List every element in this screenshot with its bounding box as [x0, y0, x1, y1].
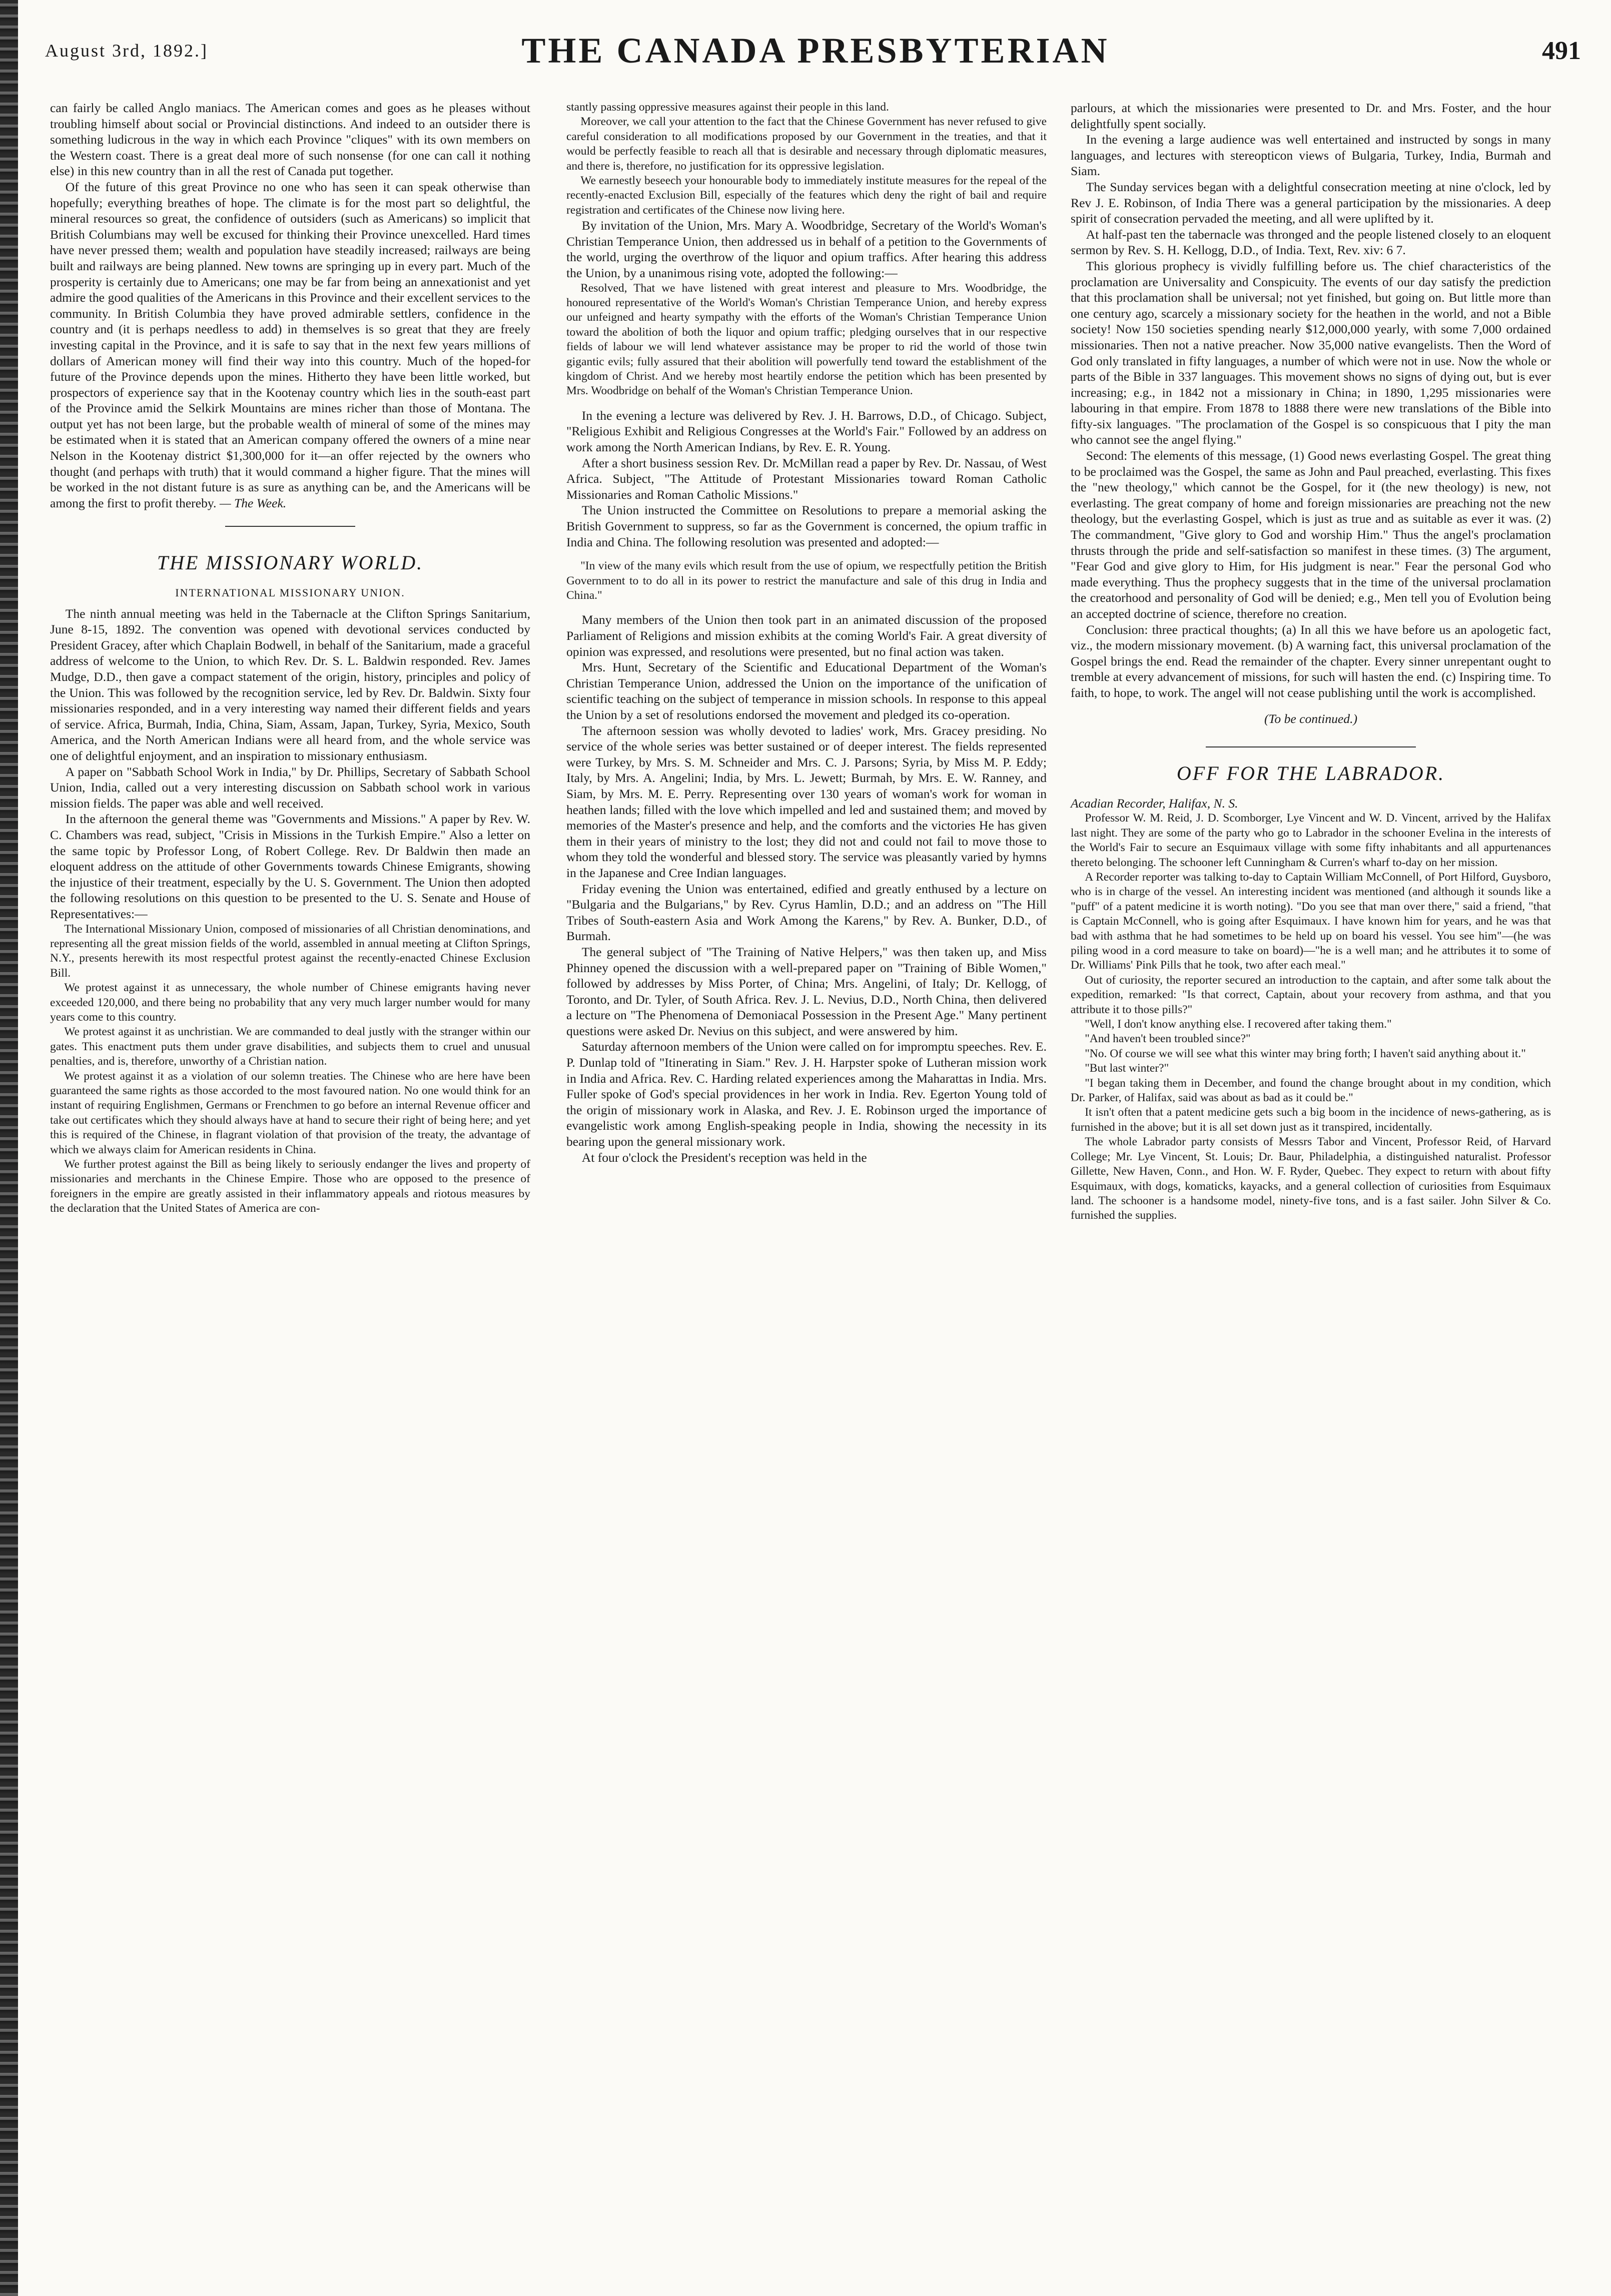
quote-paragraph: "In view of the many evils which result from the use of opium, we respectfully petition the British Government to to do all in its power to restrict the manufacture and sale of this drug in India and China." — [566, 559, 1047, 602]
page-number: 491 — [1542, 37, 1581, 65]
quote-paragraph: stantly passing oppressive measures against their people in this land. — [566, 101, 889, 114]
paragraph: "Well, I don't know anything else. I recovered after taking them." — [1085, 1018, 1392, 1031]
resolution-quote — [50, 922, 530, 1216]
resolution-quote — [566, 281, 1047, 399]
issue-date: August 3rd, 1892.] — [45, 41, 208, 61]
paragraph: It isn't often that a patent medicine gets such a big boom in the incidence of news-gathering, as is furnished in the above; but it is all set down just as it transpired, incidentally. — [1071, 1106, 1551, 1134]
paragraph: A Recorder reporter was talking to-day to Captain William McConnell, of Port Hilford, Guysboro, who is in charge of the vessel. An interesting incident was mentioned (and although it sounds like a "puff" of a patent medicine it is worth noting). "Do you see that man over there," said a friend, "that is Captain McConnell, who is going after Esquimaux. I have known him for years, and he was that bad with asthma that he had sometimes to be held up on board his vessel. You see him"—(he was piling wood in a cord measure to take on board)—"he is a well man; and he attributes it to some of Dr. Williams' Pink Pills that he took, two after each meal." — [1071, 870, 1551, 972]
quote-paragraph: Resolved, That we have listened with great interest and pleasure to Mrs. Woodbridge, the honoured representative of the World's Woman's Christian Temperance Union, and hereby express our unfeigned and hearty sympathy with the efforts of the Woman's Christian Temperance Union toward the abolition of both the liquor and opium traffic; pledging ourselves that in our respective fields of labour we will lend whatever assistance may be proper to rid the world of those twin gigantic evils; fully assured that their abolition will powerfully tend toward the establishment of the kingdom of Christ. And we hereby most heartily endorse the petition which has been presented by Mrs. Woodbridge on behalf of the Woman's Christian Temperance Union. — [566, 281, 1047, 398]
paragraph: The Sunday services began with a delightful consecration meeting at nine o'clock, led by Rev J. E. Robinson, of India There was a general participation by the missionaries. A deep spirit of consecration pervaded the meeting, and all were uplifted by it. — [1071, 179, 1551, 226]
source-credit: — The Week. — [219, 495, 287, 510]
section-heading: OFF FOR THE LABRADOR. — [1176, 762, 1445, 785]
paragraph: parlours, at which the missionaries were presented to Dr. and Mrs. Foster, and the hour delightfully spent socially. — [1071, 101, 1551, 131]
newspaper-page — [40, 20, 1591, 2276]
quote-paragraph: We further protest against the Bill as being likely to seriously endanger the lives and property of missionaries and merchants in the Chinese Empire. Those who are opposed to the presence of foreigners in the empire are greatly assisted in their inflammatory appeals and riotous measures by the declaration that the United States of America are con- — [50, 1158, 530, 1215]
section-heading: THE MISSIONARY WORLD. — [157, 551, 424, 574]
paragraph: Many members of the Union then took part in an animated discussion of the proposed Parliament of Religions and mission exhibits at the coming World's Fair. A great diversity of opinion was expressed, and resolutions were presented, but no final action was taken. — [566, 612, 1047, 659]
quote-paragraph: We protest against it as a violation of our solemn treaties. The Chinese who are here have been guaranteed the same rights as those accorded to the most favoured nation. No one would think for an instant of requiring Englishmen, Germans or Frenchmen to go before an internal Revenue officer and take out certificates which they should always have at hand to secure their right of being here; and yet this is required of the Chinese, in flagrant violation of that provision of the treaty, the advantage of which we always claim for American residents in China. — [50, 1069, 530, 1156]
page-binding-edge — [0, 0, 18, 2296]
paragraph-text: Of the future of this great Province no one who has seen it can speak otherwise than hopefully; everything breathes of hope. The climate is for the most part so delightful, the mineral resources so great, the confidence of outsiders (such as Americans) so implicit that British Columbians may well be excused for thinking their Province unexcelled. Hard times have never pressed them; wealth and population have steadily increased; railways are being built and railways are being planned. New towns are springing up in every part. Much of the prosperity is certainly due to Americans; one may be far from being an annexationist and yet admire the good qualities of the Americans in this Province and their excellent services to the community. In British Columbia they have proved admirable settlers, confidence in the country and (it is perhaps needless to add) in themselves is so great that they are freely investing capital in the Province, and it is safe to say that in the next few years millions of dollars of American money will find their way into this country. Much of the hoped-for future of the Province depends upon the mines. Hitherto they have been little worked, but prospectors of experience say that in the Kootenay country which lies in the south-east part of the Province amid the Selkirk Mountains are mines richer than those of Montana. The output yet has not been large, but the probable wealth of mineral of some of the mines may be estimated when it is stated that an American company offered the owners of a mine near Nelson in the Kootenay district $1,300,000 for it—an offer rejected by the owners who thought (and perhaps with truth) that it would command a higher figure. That the mines will be worked in the not distant future is as sure as anything can be, and the Americans will be among the first to profit thereby. — [50, 179, 530, 510]
quote-paragraph: Moreover, we call your attention to the fact that the Chinese Government has never refused to give careful consideration to all modifications proposed by our Government in the treaties, and that it would be perfectly feasible to reach all that is desirable and necessary through diplomatic measures, and there is, therefore, no justification for its oppressive legislation. — [566, 115, 1047, 173]
paragraph: Second: The elements of this message, (1) Good news everlasting Gospel. The great thing to be proclaimed was the Gospel, the same as John and Paul preached, everlasting. This fixes the "new theology," which cannot be the Gospel, for it (the new theology) is new, not everlasting. The great company of home and foreign missionaries are preaching not the new theology, but the everlasting Gospel, which is just as true and as suitable as ever it was. (2) The commandment, "Give glory to God and worship Him." Thus the angel's proclamation thrusts through the pride and self-satisfaction so manifest in these times. (3) The argument, "Fear God and give glory to Him, for His judgment is near." Fear the personal God who made everything. Thus the prophecy suggests that in the time of the universal proclamation the creatorhood and personality of God will be denied; e.g., Men tell you of Evolution being an accepted doctrine of science, therefore no creation. — [1071, 448, 1551, 621]
subheading: INTERNATIONAL MISSIONARY UNION. — [175, 586, 405, 599]
paragraph: "But last winter?" — [1085, 1062, 1169, 1075]
quote-paragraph: We protest against it as unnecessary, the whole number of Chinese emigrants having never exceeded 120,000, and there being no probability that any very much larger number would for many years come to this country. — [50, 981, 530, 1024]
paragraph: Conclusion: three practical thoughts; (a) In all this we have before us an apologetic fact, viz., the modern missionary movement. (b) A warning fact, this universal proclamation of the Gospel brings the end. Read the remainder of the chapter. Every sinner unrepentant ought to tremble at every advancement of missions, for such will hasten the end. (c) Inspiring time. To faith, to hope, to work. The angel will not cease publishing until the work is accomplished. — [1071, 622, 1551, 700]
column-1 — [50, 100, 530, 1216]
paragraph: The Union instructed the Committee on Resolutions to prepare a memorial asking the British Government to suppress, so far as the Government is concerned, the opium traffic in India and China. The following resolution was presented and adopted:— — [566, 503, 1047, 549]
paragraph: Friday evening the Union was entertained, edified and greatly enthused by a lecture on "Bulgaria and the Bulgarians," by Rev. Cyrus Hamlin, D.D.; and an address on "The Hill Tribes of South-eastern Asia and Work Among the Karens," by Rev. A. Bunker, D.D., of Burmah. — [566, 881, 1047, 944]
page-header — [40, 20, 1591, 75]
paragraph: In the evening a large audience was well entertained and instructed by songs in many languages, and lectures with stereopticon views of Bulgaria, Turkey, India, Burmah and Siam. — [1071, 132, 1551, 179]
column-3 — [1071, 100, 1551, 1223]
source-credit: Acadian Recorder, Halifax, N. S. — [1071, 796, 1238, 811]
resolution-quote-continued — [566, 100, 1047, 218]
paragraph — [50, 179, 530, 511]
paragraph: Mrs. Hunt, Secretary of the Scientific and Educational Department of the Woman's Christian Temperance Union, addressed the Union on the importance of the unification of scientific teaching on the subject of temperance in mission schools. In response to this appeal the Union by a set of resolutions endorsed the movement and pledged its co-operation. — [566, 660, 1047, 722]
divider — [225, 526, 355, 527]
column-2 — [566, 100, 1047, 1165]
paragraph: "No. Of course we will see what this winter may bring forth; I haven't said anything about it." — [1085, 1047, 1526, 1060]
paragraph: can fairly be called Anglo maniacs. The American comes and goes as he pleases without troubling himself about social or Provincial distinctions. And indeed to an outsider there is something ludicrous in the way in which each Province "cliques" with its own members on the Western coast. There is a great deal more of such nonsense (for one can call it nothing else) in this new country than in all the rest of Canada put together. — [50, 101, 530, 179]
paragraph: A paper on "Sabbath School Work in India," by Dr. Phillips, Secretary of Sabbath School Union, India, called out a very interesting discussion on Sabbath school work in various mission fields. The paper was able and well received. — [50, 764, 530, 811]
quote-paragraph: We earnestly beseech your honourable body to immediately institute measures for the repeal of the recently-enacted Exclusion Bill, especially of the features which deny the right of bail and require registration and certificates of the Chinese now living here. — [566, 174, 1047, 217]
paragraph: "And haven't been troubled since?" — [1085, 1032, 1251, 1046]
paragraph: After a short business session Rev. Dr. McMillan read a paper by Rev. Dr. Nassau, of West Africa. Subject, "The Attitude of Protestant Missionaries toward Roman Catholic Missionaries and Roman Catholic Missions." — [566, 455, 1047, 502]
paragraph: At half-past ten the tabernacle was thronged and the people listened closely to an eloquent sermon by Rev. S. H. Kellogg, D.D., of India. Text, Rev. xiv: 6 7. — [1071, 227, 1551, 258]
paragraph: Saturday afternoon members of the Union were called on for impromptu speeches. Rev. E. P. Dunlap told of "Itinerating in Siam." Rev. J. H. Harpster spoke of Lutheran mission work in India and Africa. Rev. C. Harding related experiences among the Maharattas in India. Mrs. Fuller spoke of God's special providences in her work in India. Rev. Egerton Young told of the origin of missionary work in Alaska, and Rev. J. E. Robinson urged the importance of evangelistic work among English-speaking people in India, showing the necessity in its bearing upon the general missionary work. — [566, 1039, 1047, 1149]
paragraph: At four o'clock the President's reception was held in the — [581, 1150, 867, 1165]
paragraph: The whole Labrador party consists of Messrs Tabor and Vincent, Professor Reid, of Harvard College; Mr. Lye Vincent, St. Louis; Dr. Baur, Philadelphia, a distinguished naturalist. Professor Gillette, New Haven, Conn., and Hon. W. F. Ryder, Quebec. They expect to return with about fifty Esquimaux, with dogs, komaticks, kayacks, and a general collection of curiosities from Esquimaux land. The schooner is a handsome model, ninety-five tons, and is a fast sailer. John Silver & Co. furnished the supplies. — [1071, 1135, 1551, 1222]
quote-paragraph: We protest against it as unchristian. We are commanded to deal justly with the stranger within our gates. This enactment puts them under grave disabilities, and subjects them to cruel and unusual penalties, and is, therefore, unworthy of a Christian nation. — [50, 1025, 530, 1068]
paragraph: In the evening a lecture was delivered by Rev. J. H. Barrows, D.D., of Chicago. Subject, "Religious Exhibit and Religious Congresses at the World's Fair." Followed by an address on work among the North American Indians, by Rev. E. R. Young. — [566, 408, 1047, 455]
continued-note: (To be continued.) — [1264, 711, 1357, 726]
paragraph: "I began taking them in December, and found the change brought about in my condition, which Dr. Parker, of Halifax, said was about as bad as it could be." — [1071, 1076, 1551, 1105]
paragraph: The general subject of "The Training of Native Helpers," was then taken up, and Miss Phinney opened the discussion with a well-prepared paper on "Training of Bible Women," followed by addresses by Miss Porter, of China; Mrs. Angelini, of Italy; Dr. Kellogg, of Toronto, and Dr. Tyler, of South Africa. Rev. J. L. Nevius, D.D., North China, then delivered a lecture on "The Phenomena of Demoniacal Possession in the Present Age." Many pertinent questions were asked Dr. Nevius on this subject, and were answered by him. — [566, 944, 1047, 1038]
resolution-quote — [566, 559, 1047, 603]
paragraph: The afternoon session was wholly devoted to ladies' work, Mrs. Gracey presiding. No service of the whole series was better sustained or of deeper interest. The fields represented were Turkey, by Mrs. S. M. Schneider and Mrs. C. J. Parsons; Syria, by Miss M. P. Eddy; Italy, by Mrs. A. Angelini; India, by Mrs. L. Jewett; Burmah, by Mrs. E. W. Ranney, and Siam, by Mrs. M. E. Perry. Representing over 130 years of woman's work for woman in heathen lands; filled with the love which impelled and led and sustained them; and moved by memories of the Master's presence and help, and the comforts and the victories He has given them in their years of ministry to the lost; they did not and could not fail to move those to whom they told the wonderful and blessed story. The service was pleasantly varied by hymns in the Japanese and Cree Indian languages. — [566, 723, 1047, 880]
quote-paragraph: The International Missionary Union, composed of missionaries of all Christian denominations, and representing all the great mission fields of the world, assembled in annual meeting at Clifton Springs, N.Y., presents herewith its most respectful protest against the recently-enacted Chinese Exclusion Bill. — [50, 922, 530, 980]
paragraph: Professor W. M. Reid, J. D. Scomborger, Lye Vincent and W. D. Vincent, arrived by the Halifax last night. They are some of the party who go to Labrador in the schooner Evelina in the interests of the World's Fair to secure an Esquimaux village with some fifty inhabitants and all appurtenances thereto belonging. The schooner left Cunningham & Curren's wharf to-day on her mission. — [1071, 812, 1551, 869]
article-body — [1071, 811, 1551, 1223]
paragraph: In the afternoon the general theme was "Governments and Missions." A paper by Rev. W. C. Chambers was read, subject, "Crisis in Missions in the Turkish Empire." Also a letter on the same topic by Professor Long, of Robert College. Rev. Dr Baldwin then made an eloquent address on the attitude of other Governments towards Chinese Emigrants, showing the injustice of their treatment, especially by the U. S. Government. The Union then adopted the following resolutions on this question to be presented to the U. S. Senate and House of Representatives:— — [50, 812, 530, 921]
paragraph: The ninth annual meeting was held in the Tabernacle at the Clifton Springs Sanitarium, June 8-15, 1892. The convention was opened with devotional services conducted by President Gracey, after which Chaplain Bodwell, in behalf of the Sanitarium, made a graceful address of welcome to the Union, to which Rev. Dr. S. L. Baldwin responded. Rev. James Mudge, D.D., then gave a compact statement of the origin, history, principles and policy of the Union. This was followed by the recognition service, led by Rev. Dr. Baldwin. Sixty four missionaries responded, and in a very interesting way named their different fields and years of service. Africa, Burmah, India, China, Siam, Assam, Japan, Turkey, Syria, Mexico, South America, and the North American Indians were all heard from, and the whole service was one of delightful enjoyment, and an inspiration to missionary enthusiasm. — [50, 606, 530, 763]
masthead-title: THE CANADA PRESBYTERIAN — [521, 31, 1110, 71]
paragraph: Out of curiosity, the reporter secured an introduction to the captain, and after some talk about the expedition, remarked: "Is that correct, Captain, about your recovery from asthma, and that you attribute it to those pills?" — [1071, 973, 1551, 1016]
paragraph: This glorious prophecy is vividly fulfilling before us. The chief characteristics of the proclamation are Universality and Conspicuity. The events of our day satisfy the prediction that this proclamation shall be universal; not yet finished, but going on. But little more than one century ago, scarcely a missionary society for the heathen in the world, and not a Bible society! Now 150 societies spending nearly $12,000,000 yearly, with some 7,000 ordained missionaries. Then not a native preacher. Now 35,000 native evangelists. Then the Word of God only translated in fifty languages, a number of which were not in use. Now the whole or parts of the Bible in 337 languages. This movement shows no signs of dying out, but is ever increasing; e.g., in 1842 not a missionary in China; in 1890, 1,295 missionaries were labouring in that empire. From 1878 to 1888 there were new translations of the Bible into fifty-six languages. "The proclamation of the Gospel is so conspicuous that I pity the man who cannot see the angel flying." — [1071, 258, 1551, 447]
divider — [1206, 746, 1416, 747]
paragraph: By invitation of the Union, Mrs. Mary A. Woodbridge, Secretary of the World's Woman's Christian Temperance Union, then addressed us in behalf of a petition to the Governments of the world, urging the overthrow of the liquor and opium traffics. After hearing this address the Union, by a unanimous rising vote, adopted the following:— — [566, 218, 1047, 281]
